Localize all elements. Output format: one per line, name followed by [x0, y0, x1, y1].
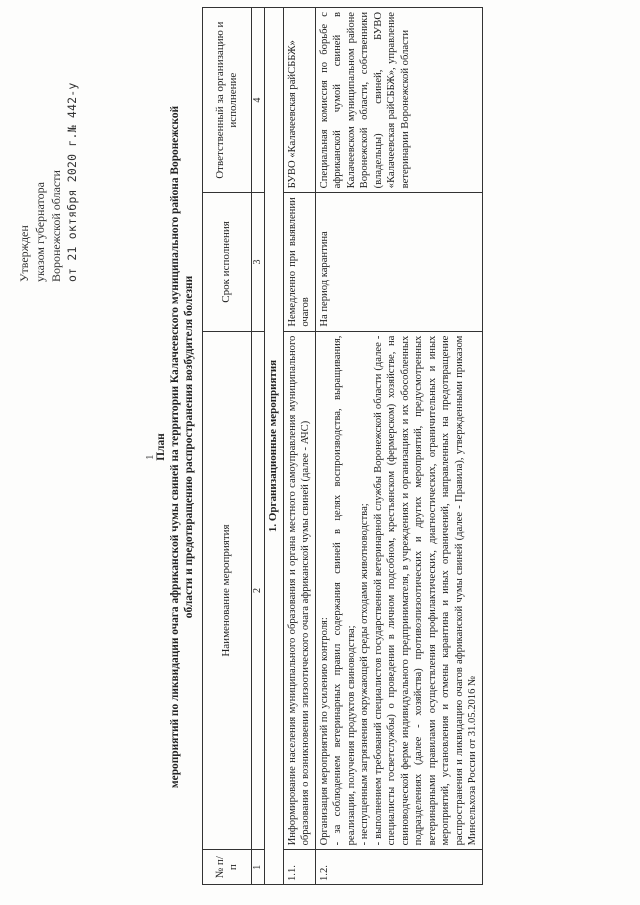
section-row [265, 8, 284, 885]
measure-paragraph: - за соблюдением ветеринарных правил содержания свиней в целях воспроизводства, выращивания, реализации, получения продуктов свиноводства; [332, 335, 357, 846]
section-title: 1. Организационные мероприятия [265, 8, 284, 885]
row-responsible: БУВО «Калачеевская райСББЖ» [283, 8, 315, 193]
approval-date: от 21 октября 2020 г.№ 442-у [65, 82, 79, 282]
measure-paragraph: Организация мероприятий по усилению контроля: [318, 617, 330, 846]
table-header-row [203, 8, 252, 885]
row-number: 1.2. [315, 850, 482, 885]
title-plan: План [155, 433, 167, 461]
measures-table [202, 7, 483, 885]
header-responsible: Ответственный за организацию и исполнение [203, 8, 252, 193]
column-number: 3 [252, 193, 265, 331]
approval-stamp [16, 12, 80, 282]
measure-paragraph: - неспущенным загрязнения окружающей среды отходами животноводства; [359, 503, 370, 846]
row-term: На период карантина [315, 193, 482, 331]
column-number-row [252, 8, 265, 885]
row-term: Немедленно при выявлении очагов [283, 193, 315, 331]
table-row [315, 8, 482, 885]
table-row [283, 8, 315, 885]
header-measure: Наименование мероприятия [203, 331, 252, 850]
approval-line-approved: Утвержден [17, 225, 31, 282]
title-line-2: мероприятий по ликвидации очага африканской чумы свиней на территории Калачеевского муниципального района Воронежской [169, 105, 181, 789]
header-number: № п/п [203, 850, 252, 885]
row-measure [315, 331, 482, 850]
title-line-3: области и предотвращению распространения возбудителя болезни [183, 275, 195, 619]
page-marker: 1 [144, 454, 156, 460]
row-number: 1.1. [283, 850, 315, 885]
measure-paragraph: - выполнением требований специалистов государственной ветеринарной службы Воронежской области (далее - специалисты госветслужбы) о проведении в личном подсобном, крестьянском (фермерском) хозяйстве, на свиноводческой ферме индивидуального предпринимателя, в учреждениях и организациях и их обособленных подразделениях (далее - хозяйства) противоэпизоотических и других мероприятий, предусмотренных ветеринарными правилами осуществления профилактических, диагностических, ограничительных и иных мероприятий, установления и отмены карантина и иных ограничений, направленных на предотвращение распространения и ликвидацию очагов африканской чумы свиней (далее - Правила), утвержденными приказом Минсельхоза России от 31.05.2016 № [372, 335, 478, 846]
column-number: 1 [252, 850, 265, 885]
header-term: Срок исполнения [203, 193, 252, 331]
approval-line-region: Воронежской области [49, 170, 63, 282]
column-number: 2 [252, 331, 265, 850]
document-title [154, 22, 196, 872]
column-number: 4 [252, 8, 265, 193]
row-responsible: Специальная комиссия по борьбе с африканской чумой свиней в Калачеевском муниципальном районе Воронежской области, собственники (владельцы) свиней, БУВО «Калачеевская райСББЖ», управление ветеринарии Воронежской области [315, 8, 482, 193]
approval-line-decree: указом губернатора [33, 182, 47, 282]
rotated-document [10, 12, 630, 892]
row-measure: Информирование населения муниципального образования и органа местного самоуправления муниципального образования о возникновении эпизоотического очага африканской чумы свиней (далее - АЧС) [283, 331, 315, 850]
